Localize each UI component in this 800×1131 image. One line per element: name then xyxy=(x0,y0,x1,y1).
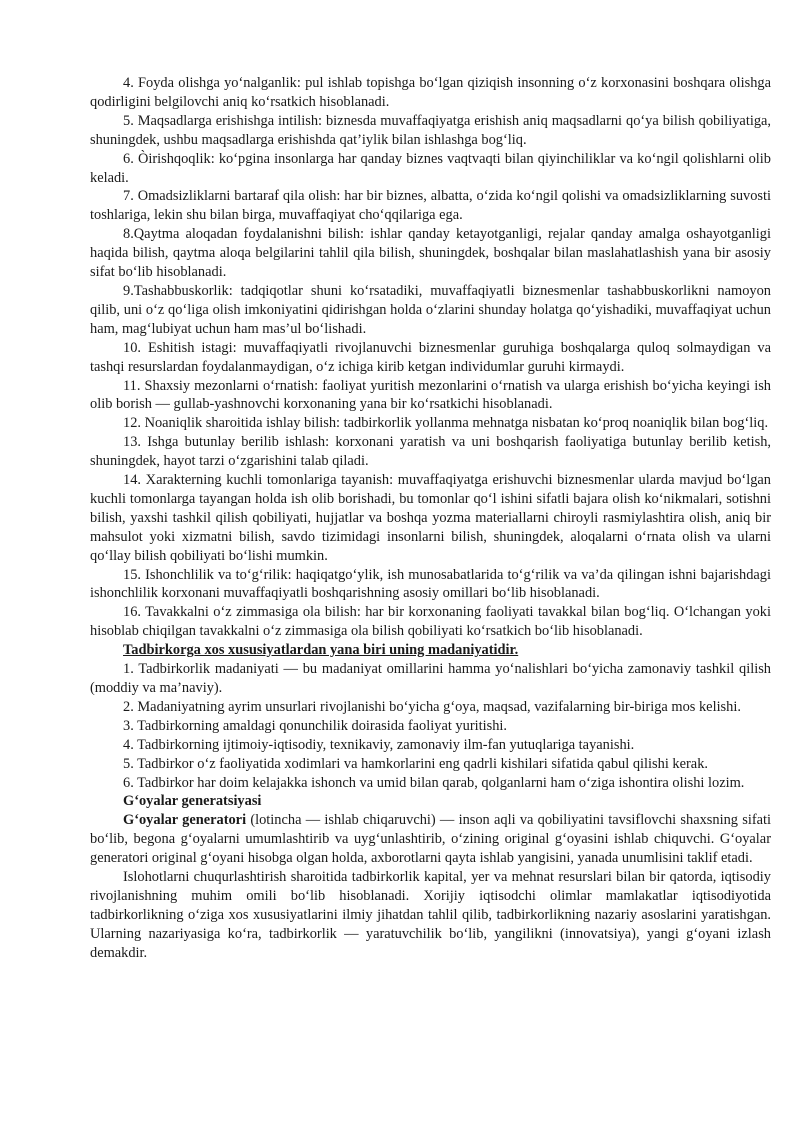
list-item: 2. Madaniyatning ayrim unsurlari rivojlanishi bo‘yicha g‘oya, maqsad, vazifalarning bir-biriga mos kelishi. xyxy=(123,698,741,715)
list-item: 7. Omadsizliklarni bartaraf qila olish: har bir biznes, albatta, o‘zida ko‘ngil qolishi va omadsizliklarning suvosti toshlariga, lekin shu bilan birga, muvaffaqiyat cho‘qqilariga ega. xyxy=(90,188,771,224)
list-item: 3. Tadbirkorning amaldagi qonunchilik doirasida faoliyat yuritishi. xyxy=(123,717,507,734)
heading-ideas-text: G‘oyalar generatsiyasi xyxy=(123,793,262,810)
section-heading-culture xyxy=(90,641,771,660)
list-item: 1. Tadbirkorlik madaniyati — bu madaniyat omillarini hamma yo‘nalishlari bo‘yicha zamonaviy tashkil qilish (moddiy va ma’naviy). xyxy=(90,661,771,696)
heading-culture-text: Tadbirkorga xos xususiyatlardan yana biri uning madaniyatidir. xyxy=(123,642,519,659)
list-item: 15. Ishonchlilik va to‘g‘rilik: haqiqatgo‘ylik, ish munosabatlarida to‘g‘rilik va va’da qilingan ishni bajarishdagi ishonchlilik korxonani muvaffaqiyatli boshqarishning asosiy omillari bo‘lib hisoblanadi. xyxy=(90,566,771,602)
section-heading-ideas xyxy=(90,792,771,811)
generator-definition: (lotincha — ishlab chiqaruvchi) — inson aqli va qobiliyatini tavsiflovchi shaxsning sifati bo‘lib, begona g‘oyalarni umumlashtirib va uyg‘unlashtirib, o‘zining original g‘oyasini ishlab chiquvchi. G‘oyalar generatori original g‘oyani hisobga olgan holda, axborotlarni qayta ishlab yangisini, yanada unumlisini taklif etadi. xyxy=(90,812,772,867)
paragraph-final: Islohotlarni chuqurlashtirish sharoitida tadbirkorlik kapital, yer va mehnat resurslari bilan bir qatorda, iqtisodiy rivojlanishning muhim omili bo‘lib hisoblanadi. Xorijiy iqtisodchi olimlar mamlakatlar iqtisodiyotida tadbirkorlikning o‘ziga xos xususiyatlarini ilmiy jihatdan tahlil qilib, tadbirkorlikning nazariy asoslarini yaratishgan. Ularning nazariyasiga ko‘ra, tadbirkorlik — yaratuvchilik bo‘lib, yangilikni (innovatsiya), yangi g‘oyani izlash demakdir. xyxy=(90,869,771,961)
generator-term: G‘oyalar generatori xyxy=(123,812,247,829)
list-item: 9.Tashabbuskorlik: tadqiqotlar shuni ko‘rsatadiki, muvaffaqiyatli biznesmenlar tashabbuskorlikni namoyon qilib, uni o‘z qo‘liga olish imkoniyatini qidirishgan holda o‘zlarini shunday holatga qo‘yishadiki, muvaffaqiyat uchun ham, mag‘lubiyat uchun ham mas’ul bo‘lishadi. xyxy=(90,282,771,337)
list-item: 4. Tadbirkorning ijtimoiy-iqtisodiy, texnikaviy, zamonaviy ilm-fan yutuqlariga tayanishi. xyxy=(123,736,635,753)
paragraph-generator xyxy=(90,811,771,868)
document-body xyxy=(90,74,771,963)
list-item: 6. Òirishqoqlik: ko‘pgina insonlarga har qanday biznes vaqtvaqti bilan qiyinchiliklar va ko‘ngil qolishlarni olib keladi. xyxy=(90,150,771,186)
list-item: 5. Tadbirkor o‘z faoliyatida xodimlari va hamkorlarini eng qadrli kishilari sifatida qabul qilishi kerak. xyxy=(123,755,708,772)
list-item: 8.Qaytma aloqadan foydalanishni bilish: ishlar qanday ketayotganligi, rejalar qanday amalga oshayotganligi haqida bilish, qaytma aloqa belgilarini tahlil qila bilish, shuningdek, boshqalar bilan maslahatlashish yana bir asosiy sifat bo‘lib hisoblanadi. xyxy=(90,226,771,281)
list-item: 14. Xarakterning kuchli tomonlariga tayanish: muvaffaqiyatga erishuvchi biznesmenlar ularda mavjud bo‘lgan kuchli tomonlarga tayangan holda ish olib borishadi, bu tomonlar qo‘l ishini sifatli bajara olish ko‘nikmalari, sotishni bilish, yaxshi tashkil qilish qobiliyati, hujjatlar va boshqa yozma materiallarni chiroyli rasmiylashtira olish, aniq bir mahsulot yoki xizmatni bilish, savdo tizimidagi insonlarni bilish, shuningdek, aloqalarni o‘rnata olish va ularni qo‘llay bilish qobiliyati bo‘lishi mumkin. xyxy=(90,472,771,564)
list-item: 13. Ishga butunlay berilib ishlash: korxonani yaratish va uni boshqarish faoliyatiga butunlay berilib ketish, shuningdek, hayot tarzi o‘zgarishini talab qiladi. xyxy=(90,434,771,470)
list-item: 16. Tavakkalni o‘z zimmasiga ola bilish: har bir korxonaning faoliyati tavakkal bilan bog‘liq. O‘lchangan yoki hisoblab chiqilgan tavakkalni o‘z zimmasiga ola bilish qobiliyati ko‘rsatkich bo‘lib hisoblanadi. xyxy=(90,604,771,640)
list-item: 12. Noaniqlik sharoitida ishlay bilish: tadbirkorlik yollanma mehnatga nisbatan ko‘proq noaniqlik bilan bog‘liq. xyxy=(123,415,769,432)
list-item: 4. Foyda olishga yo‘nalganlik: pul ishlab topishga bo‘lgan qiziqish insonning o‘z korxonasini boshqara olishga qodirligini belgilovchi aniq ko‘rsatkich hisoblanadi. xyxy=(90,75,771,110)
list-item: 10. Eshitish istagi: muvaffaqiyatli rivojlanuvchi biznesmenlar guruhiga boshqalarga quloq solmaydigan va tashqi resurslardan foydalanmaydigan, o‘z ichiga kirib ketgan individumlar guruhi kirmaydi. xyxy=(90,339,771,375)
list-item: 5. Maqsadlarga erishishga intilish: biznesda muvaffaqiyatga erishish aniq maqsadlarni qo‘ya bilish qobiliyatiga, shuningdek, ushbu maqsadlarga erishishda qat’iylik bilan ishlashga bog‘liq. xyxy=(90,112,771,148)
list-item: 6. Tadbirkor har doim kelajakka ishonch va umid bilan qarab, qolganlarni ham o‘ziga ishontira olishi lozim. xyxy=(123,774,745,791)
list-item: 11. Shaxsiy mezonlarni o‘rnatish: faoliyat yuritish mezonlarini o‘rnatish va ularga erishish bo‘yicha keyingi ish olib borish — gullab-yashnovchi korxonaning yana bir ko‘rsatkichi hisoblanadi. xyxy=(90,377,771,413)
